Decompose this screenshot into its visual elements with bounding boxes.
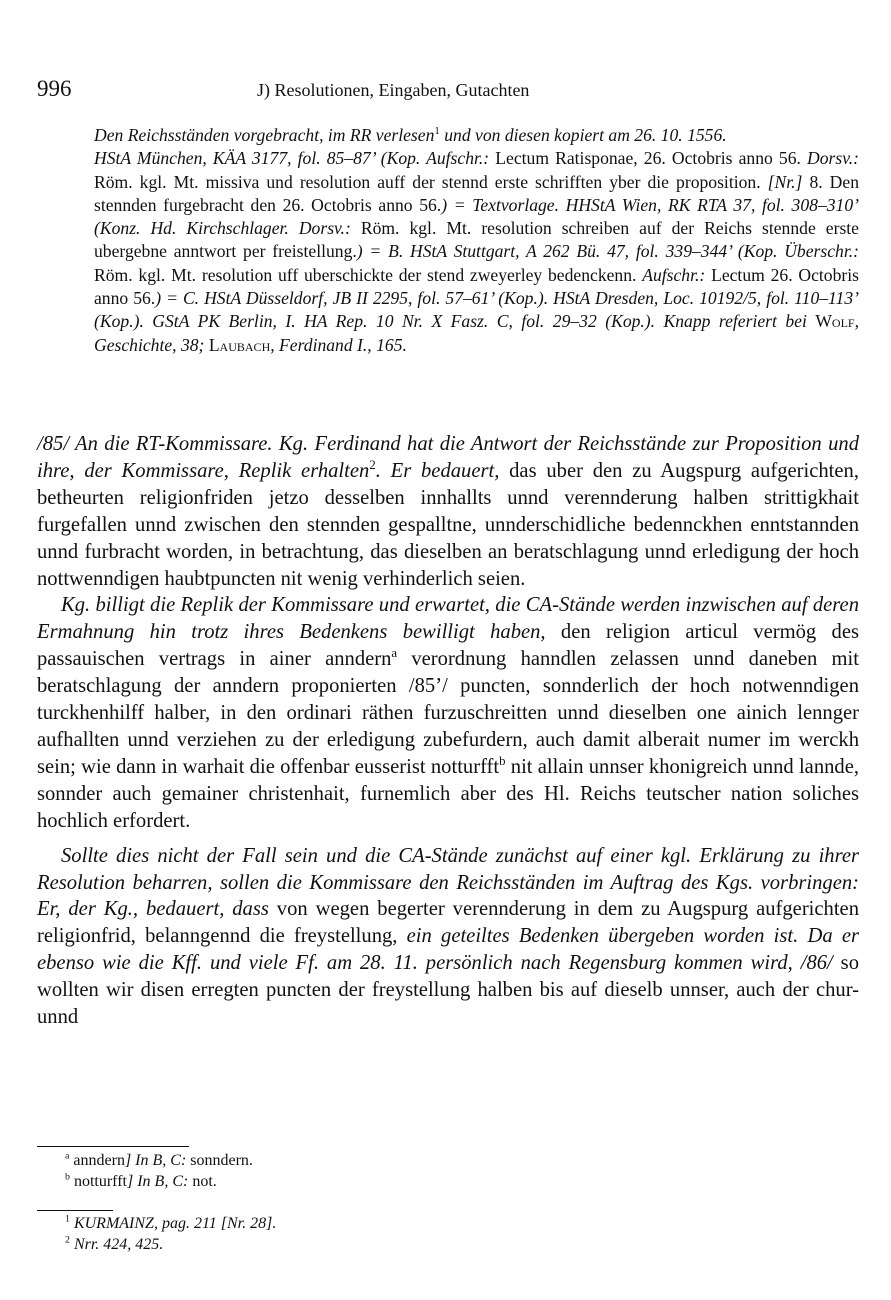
main-text xyxy=(37,431,859,1031)
document-regest xyxy=(94,124,859,357)
commentary-footnotes xyxy=(65,1213,765,1255)
paragraph: /85/ An die RT-Kommissare. Kg. Ferdinand hat die Antwort der Reichsstände zur Proposition und ihre, der Kommissare, Replik erhalten$^2$. Er bedauert, das uber den zu Augspurg aufgerichten, betheurten religionfriden jetzo desselben innhallts unnd verennderung halben strittigkhait furgefallen unnd zwischen den stennden gespalltne, unnderschidliche bedennckhen enntstannden unnd furbracht worden, in betrachtung, das dieselben an beratschlagung unnd erledigung der hoch nottwenndigen haubtpuncten nit wenig verhinderlich seien. xyxy=(37,433,859,590)
author-name: Wolf xyxy=(815,311,855,332)
footnote-ref-a[interactable]: a xyxy=(391,646,398,661)
footnote-ref-b[interactable]: b xyxy=(499,754,506,769)
footnote-2: $^2$ Nrr. 424, 425. xyxy=(65,1234,164,1253)
footnote-1: $^1$ KURMAINZ, pag. 211 [Nr. 28]. xyxy=(65,1213,277,1232)
page-number: 996 xyxy=(37,76,72,101)
paragraph: Kg. billigt die Replik der Kommissare und erwartet, die CA-Stände werden inzwischen auf deren Ermahnung hin trotz ihres Bedenkens bewilligt haben, den religion articul vermög des passauischen vertrags in ainer anndern$^a$ verordnung hanndlen zelassen unnd daneben mit beratschlagung der anndern proponierten /85’/ puncten, sonnderlich der hoch notwenndigen turckhenhilff halber, in den ordinari räthen furzuschreitten unnd dieselben one ainich lennger aufhallten unnd verziehen zu der erledigung zubefurdern, auch damit alberait numer im werckh sein; wie dann in warhait die offenbar eusserist notturfft$^b$ nit allain unnser khonigreich unnd lannde, sonnder auch gemainer christenhait, furnemlich aber des Hl. Reichs teutscher nation soliches hochlich erfordert. xyxy=(37,594,860,832)
footnote-ref-2[interactable]: 2 xyxy=(369,458,376,473)
paragraph: Sollte dies nicht der Fall sein und die CA-Stände zunächst auf einer kgl. Erklärung zu ihrer Resolution beharren, sollen die Kommissare den Reichsständen im Auftrag des Kgs. vorbringen: Er, der Kg., bedauert, dass von wegen begerter verennderung in dem zu Augspurg aufgerichten religionfrid, belanngennd die freystellung, ein geteiltes Bedenken übergeben worden ist. Da er ebenso wie die Kff. und viele Ff. am 28. 11. persönlich nach Regensburg kommen wird, /86/ so wollten wir disen erregten puncten der freystellung halben bis auf dieselb unnser, auch der chur- unnd xyxy=(37,844,859,1029)
footnote-divider xyxy=(37,1210,113,1211)
footnote-divider xyxy=(37,1146,189,1147)
author-name: Laubach xyxy=(208,334,271,355)
running-header xyxy=(37,76,857,106)
regest-sources: HStA München, KÄA 3177, fol. 85–87’ (Kop. Aufschr.: Lectum Ratisponae, 26. Octobris anno 56. Dorsv.: Röm. kgl. Mt. missiva und resolution auff der stennd erste schrifften yber die proposition. [Nr.] 8. Den stennden furgebracht den 26. Octobris anno 56.) = Textvorlage. HHStA Wien, RK RTA 37, fol. 308–310’ (Konz. Hd. Kirchschlager. Dorsv.: Röm. kgl. Mt. resolution schreiben auf der Reichs stennde erste ubergebne anntwort per freistellung.) = B. HStA Stuttgart, A 262 Bü. 47, fol. 339–344’ (Kop. Überschr.: Röm. kgl. Mt. resolution uff uberschickte der stend zweyerley bedenckenn. Aufschr.: Lectum 26. Octobris anno 56.) = C. HStA Düsseldorf, JB II 2295, fol. 57–61’ (Kop.). HStA Dresden, Loc. 10192/5, fol. 110–113’ (Kop.). GStA PK Berlin, I. HA Rep. 10 Nr. X Fasz. C, fol. 29–32 (Kop.). Knapp referiert bei Wolf, Geschichte, 38; Laubach, Ferdinand I., 165. xyxy=(94,148,860,355)
textual-footnotes xyxy=(65,1150,765,1192)
regest-intro: Den Reichsständen vorgebracht, im RR verlesen$^1$ und von diesen kopiert am 26. 10. 1556. xyxy=(94,125,727,145)
footnote-ref-1[interactable]: 1 xyxy=(434,125,440,138)
footnote-a: $^a$ anndern] In B, C: sonndern. xyxy=(65,1150,253,1169)
footnote-b: $^b$ notturfft] In B, C: not. xyxy=(65,1171,217,1190)
running-title: J) Resolutionen, Eingaben, Gutachten xyxy=(257,80,530,100)
